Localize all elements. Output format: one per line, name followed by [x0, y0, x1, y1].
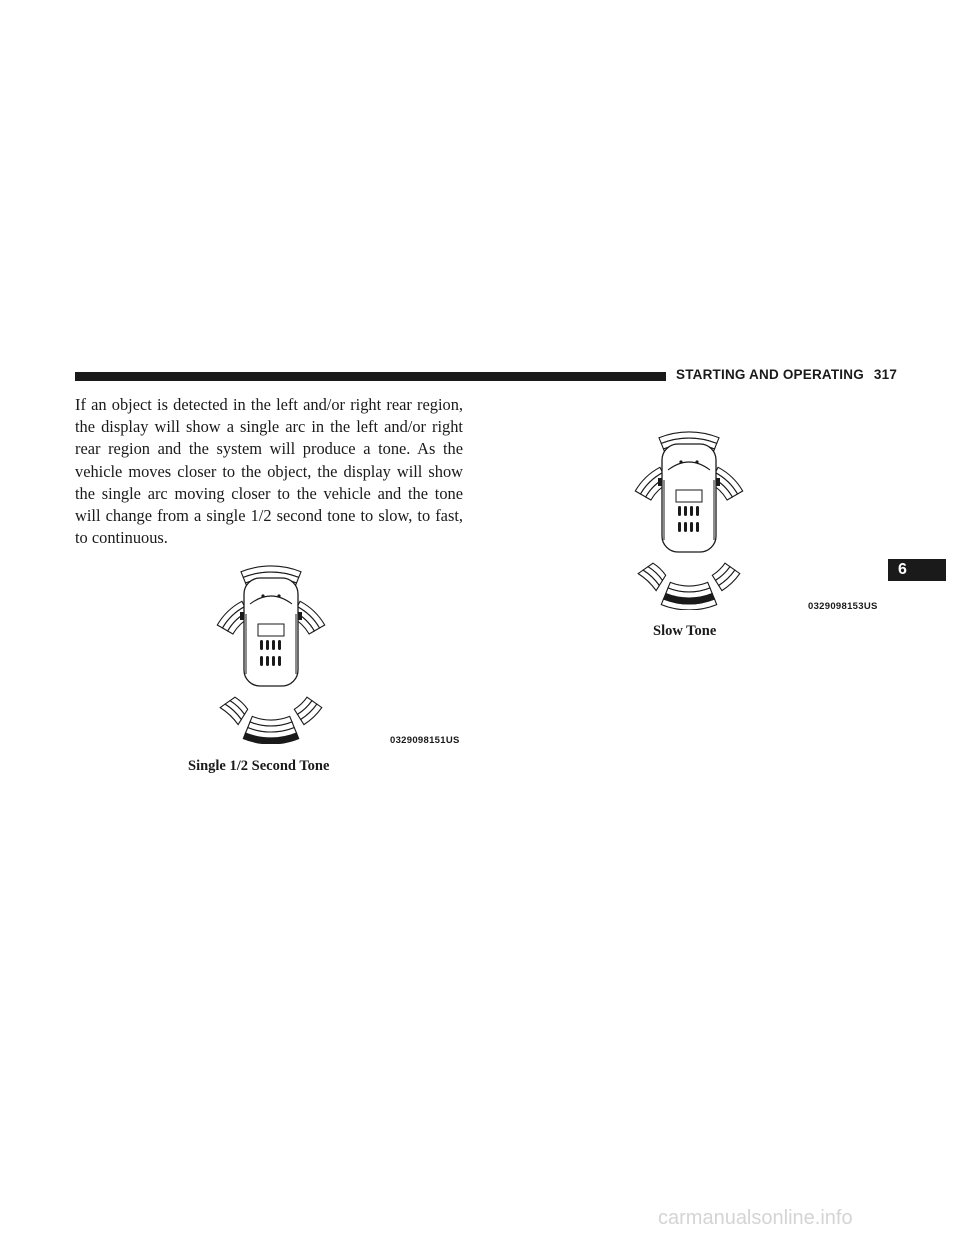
section-title: STARTING AND OPERATING [676, 367, 864, 382]
sensor-dot [679, 460, 682, 463]
seat-slat [266, 640, 269, 650]
watermark: carmanualsonline.info [658, 1207, 853, 1229]
mirror [716, 478, 720, 486]
rear-seat-slat [684, 522, 687, 532]
seat-slat [260, 640, 263, 650]
seat-slat [690, 506, 693, 516]
rear-seat-slat [278, 656, 281, 666]
seat-slat [272, 640, 275, 650]
figure-single-tone [216, 534, 326, 744]
page-number: 317 [873, 367, 898, 382]
sensor-dot [695, 460, 698, 463]
chapter-tab: 6 [888, 559, 946, 581]
rear-center-arc [668, 582, 710, 592]
park-assist-diagram [634, 400, 744, 610]
rear-seat-slat [272, 656, 275, 666]
rear-seat-slat [260, 656, 263, 666]
seat-slat [278, 640, 281, 650]
seat-slat [696, 506, 699, 516]
seat-slat [678, 506, 681, 516]
figure-caption: Single 1/2 Second Tone [188, 758, 330, 774]
figure-caption: Slow Tone [653, 623, 717, 639]
seat-console [258, 624, 284, 636]
sensor-dot [261, 594, 264, 597]
park-assist-diagram [216, 534, 326, 744]
figure-code: 0329098153US [808, 601, 878, 612]
rear-seat-slat [696, 522, 699, 532]
body-paragraph: If an object is detected in the left and/or right rear region, the display will show a single arc in the left and/or right rear region and the system will produce a tone. As the vehicle moves closer to the object, the display will show the single arc moving closer to the vehicle and the tone will change from a single 1/2 second tone to slow, to fast, to continuous. [75, 395, 463, 548]
rear-seat-slat [690, 522, 693, 532]
mirror [240, 612, 244, 620]
header-rule [75, 372, 666, 381]
figure-code: 0329098151US [390, 735, 460, 746]
sensor-dot [277, 594, 280, 597]
seat-slat [684, 506, 687, 516]
seat-console [676, 490, 702, 502]
running-header [676, 367, 897, 382]
rear-seat-slat [678, 522, 681, 532]
rear-seat-slat [266, 656, 269, 666]
figure-slow-tone [634, 400, 744, 610]
rear-center-arc [250, 716, 292, 726]
mirror [658, 478, 662, 486]
mirror [298, 612, 302, 620]
